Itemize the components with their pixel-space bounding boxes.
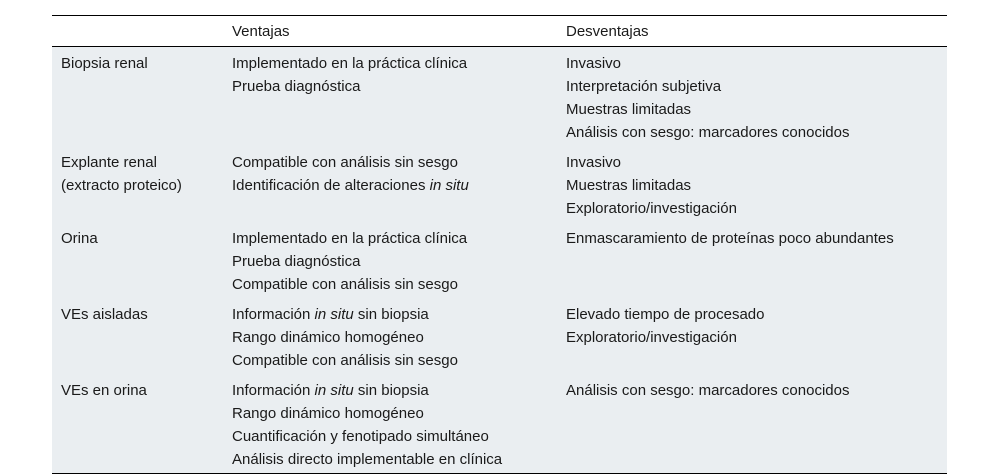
text-segment: Cuantificación y fenotipado simultáneo [232, 428, 489, 445]
cell-line [232, 151, 469, 174]
ventajas-cell [232, 303, 458, 372]
cell-line [232, 52, 467, 75]
sample-type-cell [61, 303, 148, 326]
cell-line [566, 98, 849, 121]
text-segment: Compatible con análisis sin sesgo [232, 154, 458, 171]
ventajas-cell [232, 379, 502, 471]
cell-line: VEs aisladas [61, 306, 148, 323]
cell-line [232, 303, 458, 326]
text-segment: Invasivo [566, 55, 622, 72]
italic-term: in situ [429, 177, 469, 194]
ventajas-cell [232, 151, 469, 197]
cell-line: VEs en orina [61, 382, 147, 399]
cell-line [566, 326, 764, 349]
cell-line [566, 75, 849, 98]
desventajas-cell [566, 52, 849, 144]
comparison-table [52, 15, 947, 474]
text-segment: Rango dinámico homogéneo [232, 329, 424, 346]
cell-line [232, 250, 467, 273]
text-segment: Implementado en la práctica clínica [232, 230, 468, 247]
table-body [52, 47, 947, 473]
cell-line [232, 174, 469, 197]
italic-term: in situ [314, 306, 354, 323]
header-cell-ventajas: Ventajas [232, 23, 290, 40]
italic-term: in situ [314, 382, 354, 399]
cell-line [232, 326, 458, 349]
table-row [52, 374, 947, 473]
text-segment: Identificación de alteraciones [232, 177, 430, 194]
text-segment: Rango dinámico homogéneo [232, 405, 424, 422]
cell-line [232, 349, 458, 372]
cell-line [566, 151, 737, 174]
text-segment: Exploratorio/investigación [566, 200, 737, 217]
cell-line: (extracto proteico) [61, 177, 182, 194]
cell-line [566, 197, 737, 220]
cell-line [566, 303, 764, 326]
text-segment: Exploratorio/investigación [566, 329, 737, 346]
sample-type-cell [61, 52, 148, 75]
sample-type-cell [61, 227, 98, 250]
text-segment: Información [232, 382, 315, 399]
cell-line: Biopsia renal [61, 55, 148, 72]
cell-line [232, 273, 467, 296]
cell-line [232, 402, 502, 425]
cell-line [232, 425, 502, 448]
text-segment: Análisis con sesgo: marcadores conocidos [566, 124, 850, 141]
table-row [52, 298, 947, 374]
cell-line [232, 75, 467, 98]
text-segment: Invasivo [566, 154, 622, 171]
header-cell-desventajas: Desventajas [566, 23, 649, 40]
text-segment: Elevado tiempo de procesado [566, 306, 765, 323]
text-segment: Compatible con análisis sin sesgo [232, 276, 458, 293]
cell-line [566, 227, 894, 250]
desventajas-cell [566, 151, 737, 220]
text-segment: Interpretación subjetiva [566, 78, 722, 95]
desventajas-cell [566, 303, 764, 349]
text-segment: Enmascaramiento de proteínas poco abundantes [566, 230, 894, 247]
desventajas-cell [566, 227, 894, 250]
sample-type-cell [61, 151, 182, 197]
text-segment: Prueba diagnóstica [232, 253, 361, 270]
table-row [52, 146, 947, 222]
cell-line [566, 121, 849, 144]
text-segment: Muestras limitadas [566, 177, 692, 194]
text-segment: Muestras limitadas [566, 101, 692, 118]
cell-line: Orina [61, 230, 98, 247]
sample-type-cell [61, 379, 147, 402]
text-segment: Compatible con análisis sin sesgo [232, 352, 458, 369]
ventajas-cell [232, 227, 467, 296]
text-segment: sin biopsia [353, 306, 429, 323]
table-row [52, 222, 947, 298]
table-header [52, 16, 947, 47]
cell-line [232, 379, 502, 402]
cell-line [232, 448, 502, 471]
text-segment: sin biopsia [353, 382, 429, 399]
text-segment: Información [232, 306, 315, 323]
text-segment: Análisis con sesgo: marcadores conocidos [566, 382, 850, 399]
table-row [52, 47, 947, 146]
ventajas-cell [232, 52, 467, 98]
text-segment: Implementado en la práctica clínica [232, 55, 468, 72]
cell-line [566, 52, 849, 75]
text-segment: Prueba diagnóstica [232, 78, 361, 95]
text-segment: Análisis directo implementable en clínica [232, 451, 503, 468]
cell-line [232, 227, 467, 250]
cell-line [566, 379, 849, 402]
cell-line: Explante renal [61, 154, 157, 171]
cell-line [566, 174, 737, 197]
desventajas-cell [566, 379, 849, 402]
